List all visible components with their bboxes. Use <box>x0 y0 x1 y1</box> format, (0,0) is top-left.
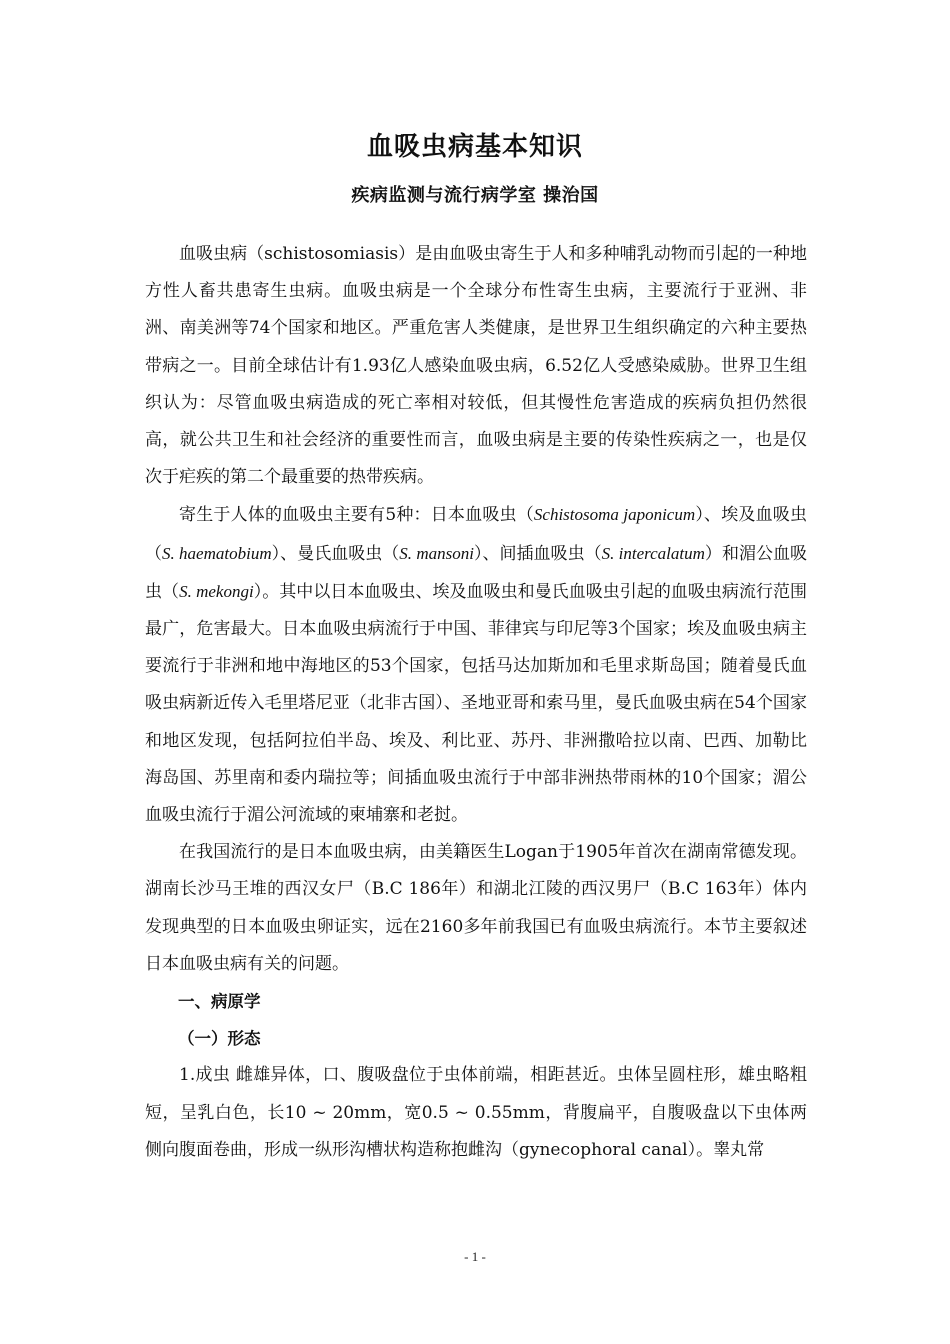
text-run: ）。其中以日本血吸虫、埃及血吸虫和曼氏血吸虫引起的血吸虫病流行范围最广，危害最大。日本血吸虫病流行于中国、菲律宾与印尼等3个国家；埃及血吸虫病主要流行于非洲和地中海地区的53个国家，包括马达加斯加和毛里求斯岛国；随着曼氏血吸虫病新近传入毛里塔尼亚（北非古国）、圣地亚哥和索马里，曼氏血吸虫病在54个国家和地区发现，包括阿拉伯半岛、埃及、利比亚、苏丹、非洲撒哈拉以南、巴西、加勒比海岛国、苏里南和委内瑞拉等；间插血吸虫流行于中部非洲热带雨林的10个国家；湄公血吸虫流行于湄公河流域的柬埔寨和老挝。 <box>145 581 808 826</box>
subsection-heading: （一）形态 <box>178 1029 261 1049</box>
text-run: ）和湄公血吸虫（ <box>145 543 808 602</box>
section-heading: 一、病原学 <box>178 992 261 1012</box>
document-subtitle: 疾病监测与流行病学室 操治国 <box>351 185 599 206</box>
species-name: S. intercalatum <box>601 543 705 563</box>
text-run: ）、间插血吸虫（ <box>473 543 602 564</box>
text-run: ）、曼氏血吸虫（ <box>271 543 400 564</box>
document-body <box>145 236 807 1169</box>
text-run: ）、埃及血吸虫（ <box>145 505 807 564</box>
paragraph-adult-worm: 1.成虫 雌雄异体，口、腹吸盘位于虫体前端，相距甚近。虫体呈圆柱形，雄虫略粗短，呈乳白色，长10 ~ 20mm，宽0.5 ~ 0.55mm，背腹扁平，自腹吸盘以下虫体两侧向腹面卷曲，形成一纵形沟槽状构造称抱雌沟（gynecophoral canal）。睾丸常 <box>145 1065 807 1160</box>
species-name: S. mekongi <box>179 581 254 601</box>
paragraph-intro: 血吸虫病（schistosomiasis）是由血吸虫寄生于人和多种哺乳动物而引起的一种地方性人畜共患寄生虫病。血吸虫病是一个全球分布性寄生虫病，主要流行于亚洲、非洲、南美洲等74个国家和地区。严重危害人类健康，是世界卫生组织确定的六种主要热带病之一。目前全球估计有1.93亿人感染血吸虫病，6.52亿人受感染威胁。世界卫生组织认为：尽管血吸虫病造成的死亡率相对较低，但其慢性危害造成的疾病负担仍然很高，就公共卫生和社会经济的重要性而言，血吸虫病是主要的传染性疾病之一，也是仅次于疟疾的第二个最重要的热带疾病。 <box>145 244 807 488</box>
text-run: 寄生于人体的血吸虫主要有5种：日本血吸虫（ <box>179 505 534 526</box>
paragraph-china: 在我国流行的是日本血吸虫病，由美籍医生Logan于1905年首次在湖南常德发现。湖南长沙马王堆的西汉女尸（B.C 186年）和湖北江陵的西汉男尸（B.C 163年）体内发现典型的日本血吸虫卵证实，远在2160多年前我国已有血吸虫病流行。本节主要叙述日本血吸虫病有关的问题。 <box>145 842 807 974</box>
paragraph-species <box>145 496 807 834</box>
document-title: 血吸虫病基本知识 <box>366 132 583 162</box>
page-number: - 1 - <box>464 1249 486 1264</box>
species-name: Schistosoma japonicum <box>533 505 696 525</box>
species-name: S. mansoni <box>399 543 474 563</box>
species-name: S. haematobium <box>162 543 272 563</box>
